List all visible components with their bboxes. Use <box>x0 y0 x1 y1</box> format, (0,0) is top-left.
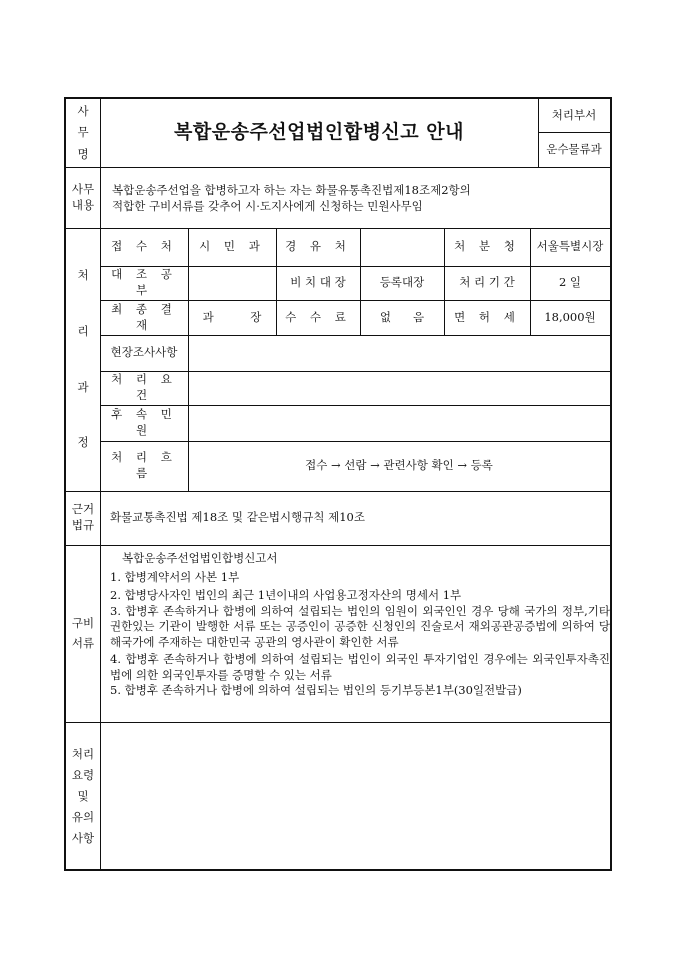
notes-label-line: 처리 <box>71 747 95 761</box>
legal-text: 화물교통촉진법 제18조 및 같은법시행규칙 제10조 <box>110 510 365 525</box>
duty-label-line: 내용 <box>71 197 95 212</box>
divider <box>66 545 610 546</box>
page-title: 복합운송주선업법인합병신고 안내 <box>174 121 464 144</box>
notes-label-line: 사항 <box>71 831 95 845</box>
dept-value: 운수물류과 <box>546 141 602 156</box>
process-cell <box>188 266 276 300</box>
process-cell: 비 치 대 장 <box>290 275 346 290</box>
process-label-char: 리 <box>77 323 89 338</box>
document-item: 1. 합병계약서의 사본 1부 <box>110 569 240 584</box>
notes-label-line: 유의 <box>71 810 95 824</box>
field-flow-label: 처 리 흐 름 <box>111 450 177 480</box>
process-cell: 경 유 처 <box>285 239 351 254</box>
legal-label-line: 근거 <box>71 502 95 517</box>
header-label <box>66 99 100 167</box>
process-cell <box>360 228 444 266</box>
field-followup-label: 후 속 민 원 <box>111 407 177 437</box>
process-cell: 서울특별시장 <box>536 239 604 254</box>
document-item: 4. 합병후 존속하거나 합병에 의하여 설립되는 법인이 외국인 투자기업인 경우에는 외국인투자촉진법에 의한 외국인투자를 증명할 수 있는 서류 <box>110 652 610 682</box>
documents-label-line: 구비 <box>71 615 95 630</box>
dept-label: 처리부서 <box>551 107 597 122</box>
field-requirements-label: 처 리 요 건 <box>111 372 177 402</box>
duty-text <box>112 167 606 228</box>
guide-form <box>64 97 612 871</box>
duty-label-line: 사무 <box>71 181 95 196</box>
process-cell: 2 일 <box>558 275 582 290</box>
process-cell: 처 리 기 간 <box>459 275 515 290</box>
process-cell: 처 분 청 <box>454 239 520 254</box>
process-cell: 18,000원 <box>544 309 596 324</box>
header-label-char: 무 <box>77 125 89 140</box>
document-item: 5. 합병후 존속하거나 합병에 의하여 설립되는 법인의 등기부등본1부(30일전발급) <box>110 683 522 697</box>
duty-label <box>66 167 100 228</box>
documents-heading: 복합운송주선업법인합병신고서 <box>122 551 278 565</box>
process-cell: 최 종 결 재 <box>111 301 177 332</box>
process-label-char: 정 <box>77 435 89 450</box>
process-cell: 면 허 세 <box>454 309 520 324</box>
process-label-char: 처 <box>77 268 89 283</box>
notes-content <box>100 722 610 871</box>
process-cell: 수 수 료 <box>285 309 351 324</box>
process-cell: 대 조 공 부 <box>111 267 177 297</box>
document-item: 3. 합병후 존속하거나 합병에 의하여 설립되는 법인의 임원이 외국인인 경우 당해 국가의 정부,기타 권한있는 기관이 발행한 서류 또는 공증인이 공증한 신청인의 진술로서 재외공관공증법에 의하여 당해국가에 주재하는 대한민국 공관의 영사관이 확인한 서류 <box>110 603 610 649</box>
process-cell: 과 장 <box>202 309 262 324</box>
notes-label <box>66 722 100 871</box>
process-cell: 시 민 과 <box>199 239 265 254</box>
duty-text-line: 복합운송주선업을 합병하고자 하는 자는 화물유통촉진법제18조제2항의 <box>112 182 471 197</box>
header-label-char: 명 <box>77 146 89 161</box>
field-site-label: 현장조사사항 <box>110 345 178 360</box>
process-cell: 등록대장 <box>379 275 425 290</box>
legal-label <box>66 491 100 545</box>
documents-label <box>66 545 100 722</box>
process-cell: 없 음 <box>379 309 425 324</box>
process-label-char: 과 <box>77 379 89 394</box>
notes-label-line: 및 <box>77 789 89 803</box>
duty-text-line: 적합한 구비서류를 갖추어 시·도지사에게 신청하는 민원사무임 <box>112 198 423 213</box>
legal-label-line: 법규 <box>71 518 95 532</box>
process-cell: 접 수 처 <box>111 239 177 254</box>
document-item: 2. 합병당사자인 법인의 최근 1년이내의 사업용고정자산의 명세서 1부 <box>110 588 462 602</box>
flow-value: 접수 → 선람 → 관련사항 확인 → 등록 <box>305 458 493 473</box>
documents-label-line: 서류 <box>71 635 95 650</box>
notes-label-line: 요령 <box>71 768 95 782</box>
process-label <box>66 228 100 491</box>
documents-list <box>110 551 610 699</box>
header-label-char: 사 <box>77 103 89 118</box>
